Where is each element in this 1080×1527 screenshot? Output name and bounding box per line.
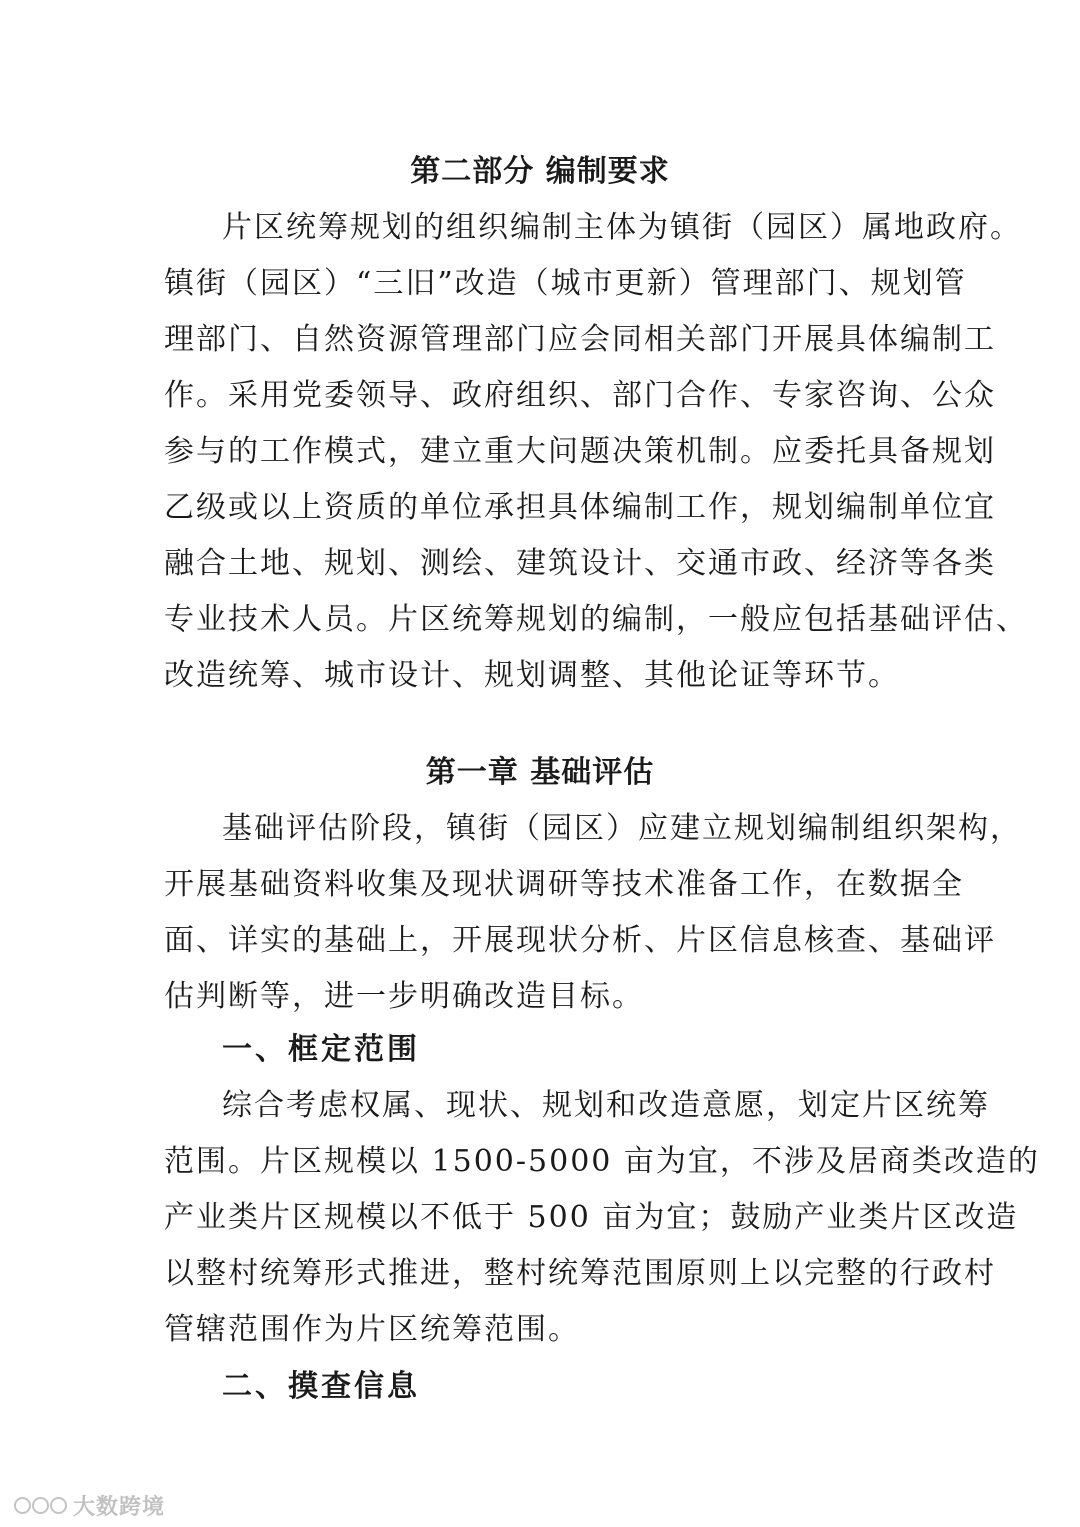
section-heading-1: 一、框定范围: [222, 1032, 420, 1067]
paragraph-line: 以整村统筹形式推进，整村统筹范围原则上以完整的行政村: [164, 1256, 996, 1291]
paragraph-line: 管辖范围作为片区统筹范围。: [164, 1312, 580, 1347]
watermark-text: 大数跨境: [73, 1495, 166, 1520]
paragraph-line: 改造统筹、城市设计、规划调整、其他论证等环节。: [164, 658, 900, 693]
paragraph-line: 范围。片区规模以 1500-5000 亩为宜，不涉及居商类改造的: [164, 1144, 1040, 1179]
paragraph-line: 理部门、自然资源管理部门应会同相关部门开展具体编制工: [164, 322, 996, 357]
paragraph-line: 综合考虑权属、现状、规划和改造意愿，划定片区统筹: [222, 1088, 990, 1123]
bubbles-logo-icon: [14, 1497, 67, 1514]
chapter-heading: 第一章 基础评估: [425, 755, 655, 790]
paragraph-line: 开展基础资料收集及现状调研等技术准备工作，在数据全: [164, 867, 964, 902]
paragraph-line: 作。采用党委领导、政府组织、部门合作、专家咨询、公众: [164, 378, 996, 413]
part-heading: 第二部分 编制要求: [410, 154, 670, 189]
paragraph-line: 专业技术人员。片区统筹规划的编制，一般应包括基础评估、: [164, 602, 1028, 637]
paragraph-line: 参与的工作模式，建立重大问题决策机制。应委托具备规划: [164, 434, 996, 469]
paragraph-line: 融合土地、规划、测绘、建筑设计、交通市政、经济等各类: [164, 546, 996, 581]
paragraph-line: 产业类片区规模以不低于 500 亩为宜；鼓励产业类片区改造: [164, 1200, 1019, 1235]
paragraph-line: 估判断等，进一步明确改造目标。: [164, 979, 644, 1014]
paragraph-line: 基础评估阶段，镇街（园区）应建立规划编制组织架构，: [222, 811, 1022, 846]
paragraph-line: 面、详实的基础上，开展现状分析、片区信息核查、基础评: [164, 923, 996, 958]
paragraph-line: 乙级或以上资质的单位承担具体编制工作，规划编制单位宜: [164, 490, 996, 525]
paragraph-line: 镇街（园区）“三旧”改造（城市更新）管理部门、规划管: [164, 266, 967, 301]
watermark: [14, 1490, 165, 1521]
section-heading-2: 二、摸查信息: [222, 1369, 420, 1404]
paragraph-line: 片区统筹规划的组织编制主体为镇街（园区）属地政府。: [222, 210, 1022, 245]
